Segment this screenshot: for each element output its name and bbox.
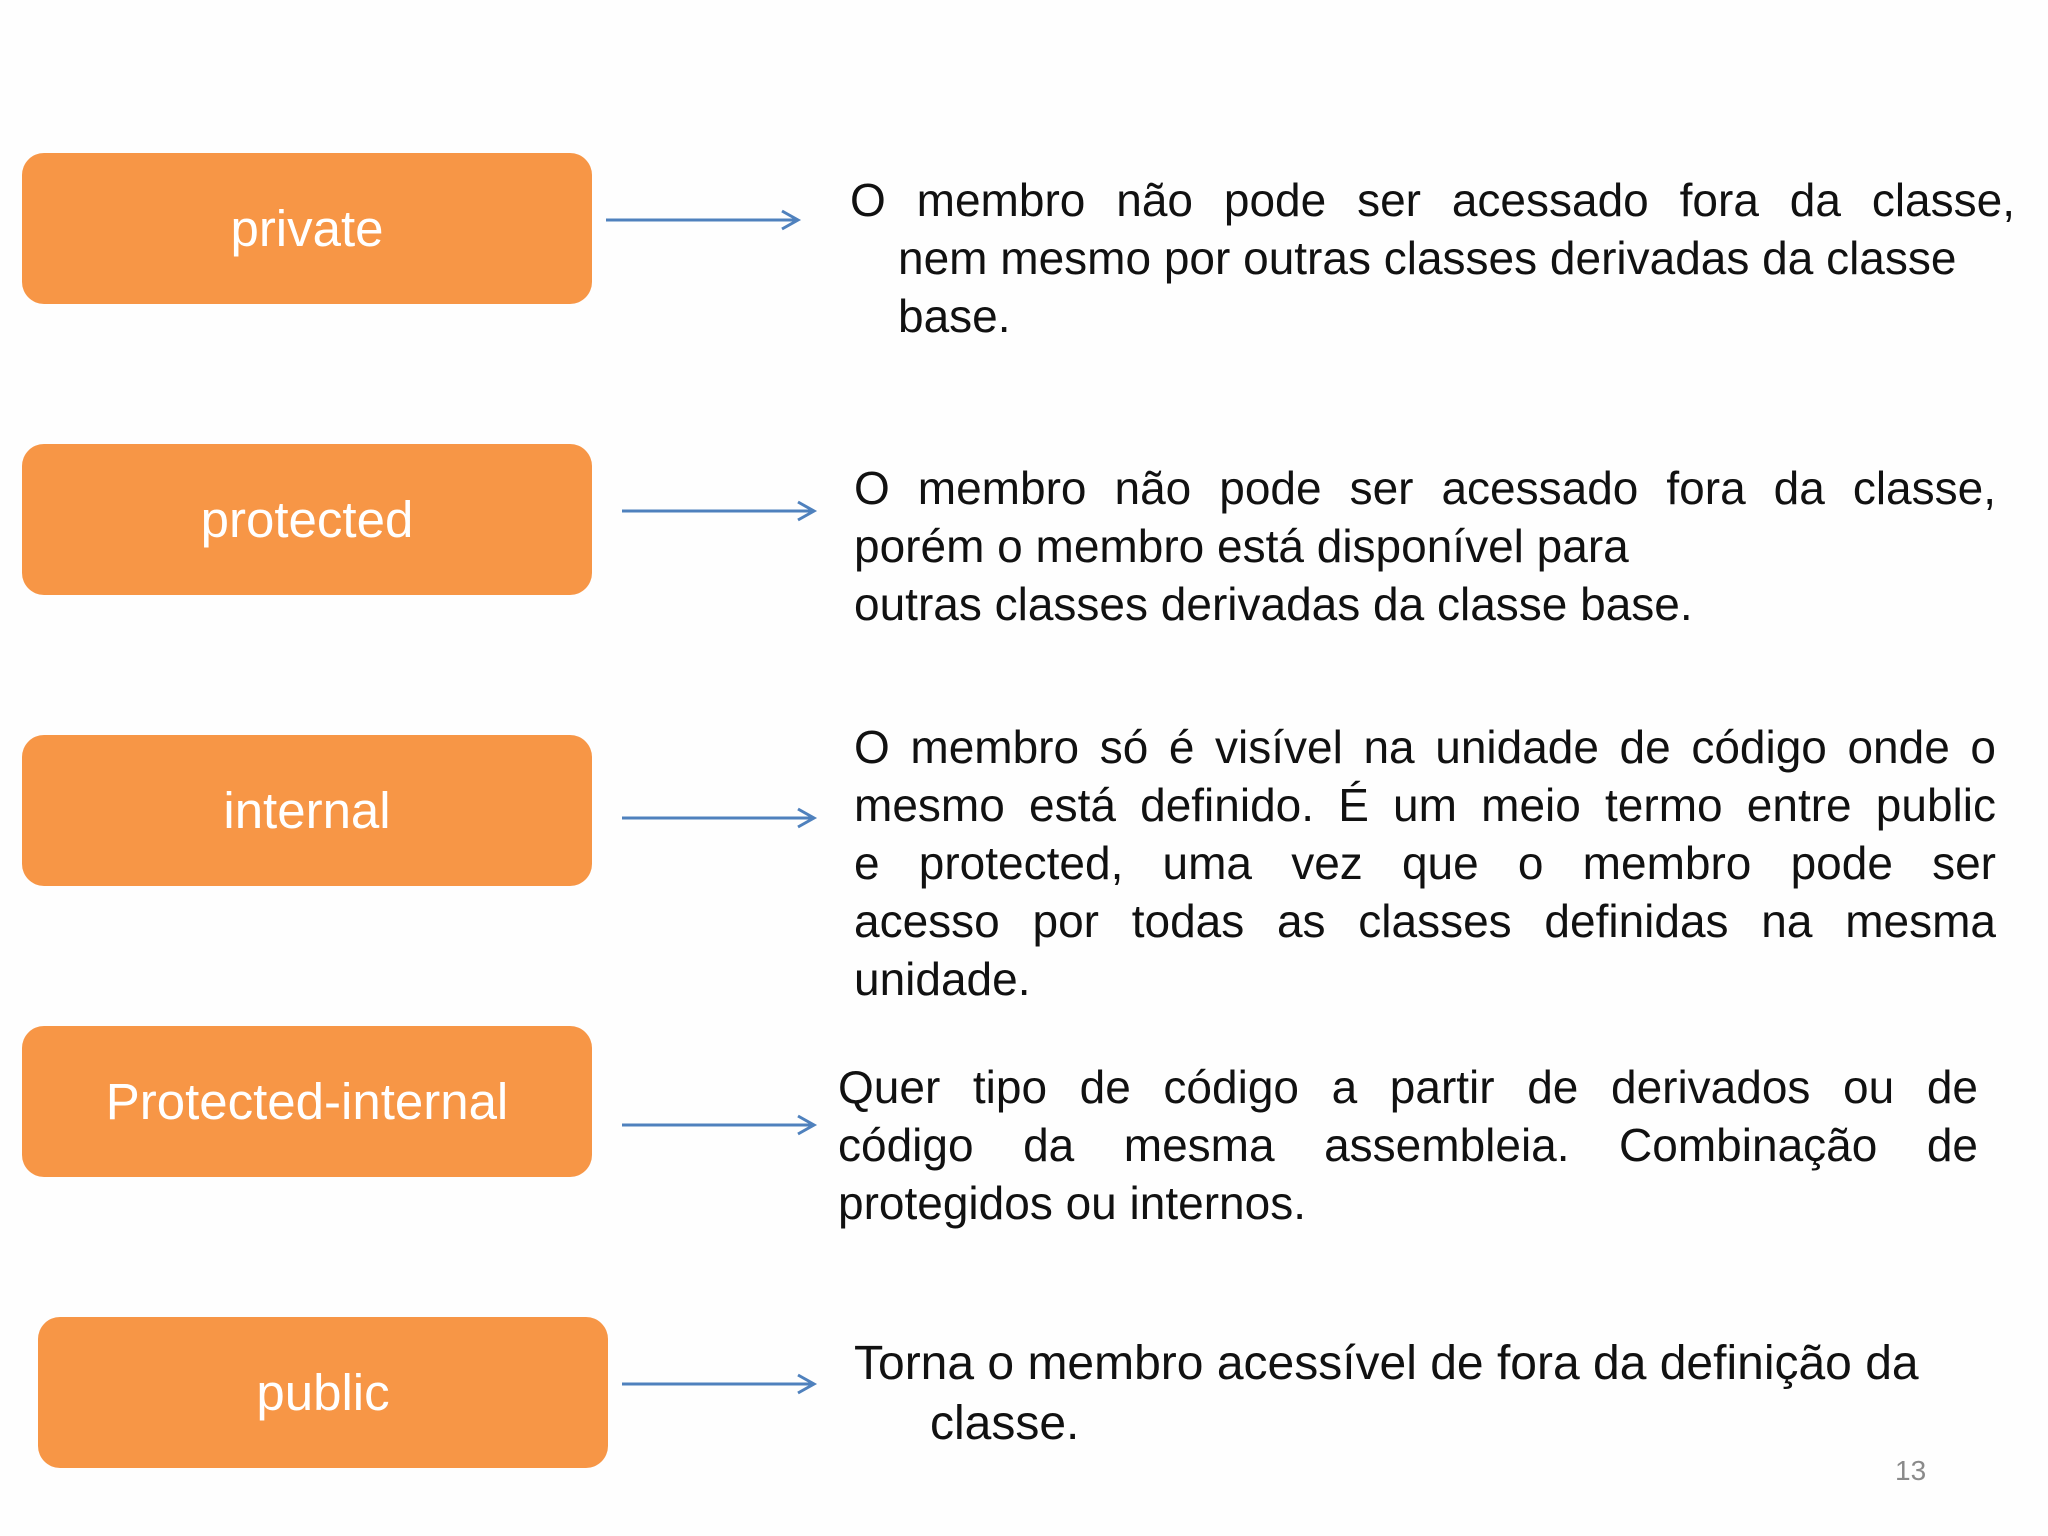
- access-modifier-protected-internal-box: [22, 1026, 592, 1177]
- protected-description: [854, 459, 1996, 633]
- arrow-right-icon: [622, 1113, 822, 1137]
- internal-description: [854, 718, 1996, 1008]
- description-line: Quer tipo de código a partir de derivados ou de: [838, 1061, 1978, 1113]
- protected-internal-description: [838, 1058, 1978, 1232]
- public-label: public: [256, 1364, 390, 1421]
- description-line: O membro não pode ser acessado fora da classe,: [850, 174, 2015, 226]
- description-line: acesso por todas as classes definidas na mesma: [854, 895, 1996, 947]
- description-line: porém o membro está disponível para: [854, 520, 1629, 572]
- description-line: Torna o membro acessível de fora da definição da: [854, 1337, 1919, 1390]
- description-line: outras classes derivadas da classe base.: [854, 578, 1693, 630]
- access-modifier-protected-box: [22, 444, 592, 595]
- public-description: [854, 1334, 1996, 1454]
- arrow-right-icon: [622, 806, 822, 830]
- access-modifier-public-box: [38, 1317, 608, 1468]
- arrow-right-icon: [606, 208, 806, 232]
- internal-label: internal: [223, 782, 391, 839]
- description-line: O membro não pode ser acessado fora da classe,: [854, 462, 1996, 514]
- access-modifier-private-box: [22, 153, 592, 304]
- private-description: [850, 171, 2015, 345]
- description-line: unidade.: [854, 953, 1031, 1005]
- protected-label: protected: [200, 491, 414, 548]
- slide-number: 13: [1895, 1455, 1927, 1486]
- description-line: classe.: [930, 1397, 1080, 1450]
- arrow-right-icon: [622, 499, 822, 523]
- description-line: base.: [898, 290, 1011, 342]
- private-label: private: [230, 200, 384, 257]
- description-line: e protected, uma vez que o membro pode ser: [854, 837, 1996, 889]
- arrow-right-icon: [622, 1372, 822, 1396]
- description-line: código da mesma assembleia. Combinação de: [838, 1119, 1978, 1171]
- protected-internal-label: Protected-internal: [105, 1073, 509, 1130]
- access-modifier-internal-box: [22, 735, 592, 886]
- description-line: O membro só é visível na unidade de código onde o: [854, 721, 1996, 773]
- description-line: protegidos ou internos.: [838, 1177, 1306, 1229]
- description-line: nem mesmo por outras classes derivadas da classe: [898, 232, 1957, 284]
- description-line: mesmo está definido. É um meio termo entre public: [854, 779, 1996, 831]
